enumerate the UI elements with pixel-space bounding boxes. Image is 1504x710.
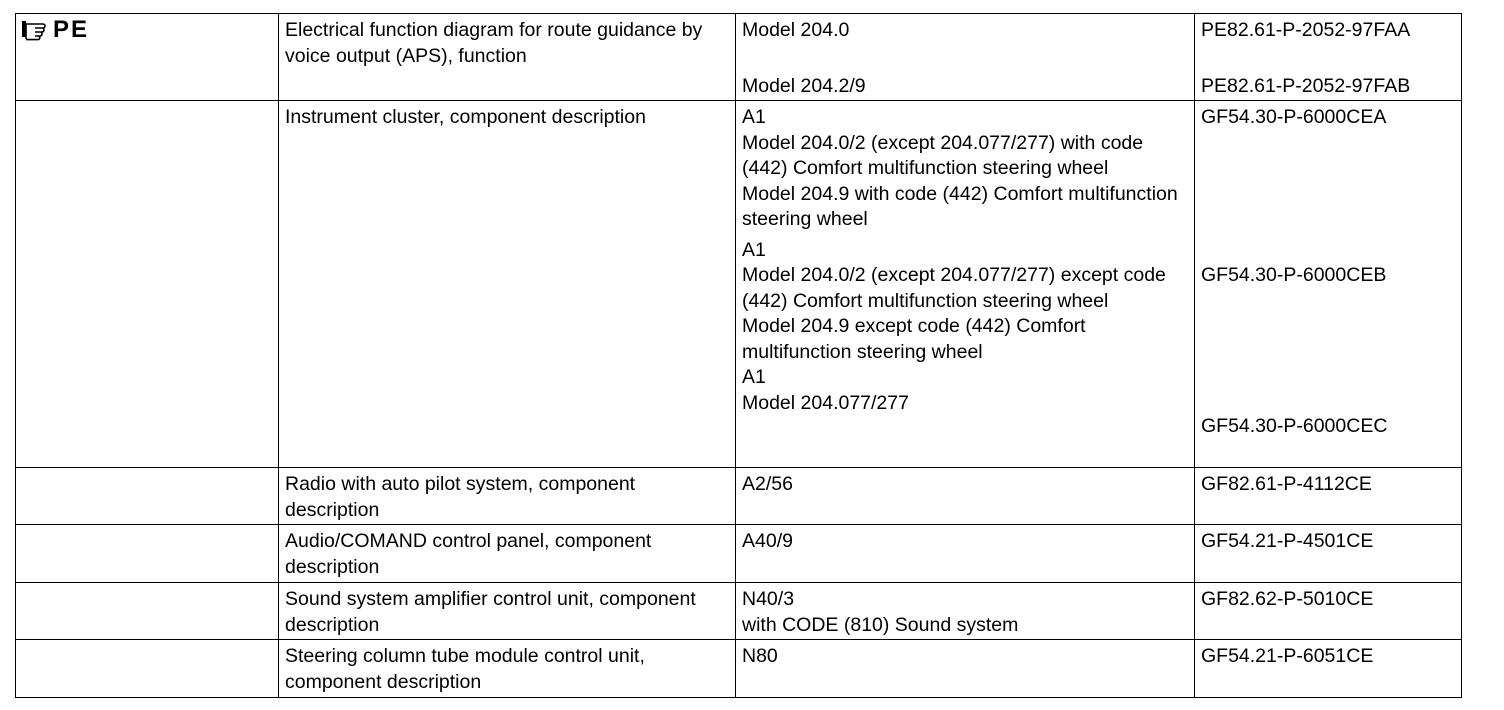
description-cell	[279, 640, 736, 698]
row-description: Radio with auto pilot system, component description	[285, 473, 636, 521]
condition-line: Model 204.0	[742, 19, 850, 41]
row-description: Sound system amplifier control unit, component description	[285, 588, 696, 636]
row-description: Instrument cluster, component description	[285, 106, 646, 128]
description-cell	[279, 525, 736, 583]
description-cell	[279, 14, 736, 101]
pe-tag	[21, 17, 89, 43]
condition-cell	[736, 640, 1195, 698]
description-cell	[279, 101, 736, 468]
tag-cell	[16, 640, 279, 698]
pe-label: PE	[53, 16, 90, 43]
table-row	[16, 640, 1462, 698]
document-number: GF54.30-P-6000CEA	[1201, 106, 1387, 128]
condition-line: Model 204.9 except code (442) Comfort multifunction steering wheel	[742, 315, 1086, 363]
description-cell	[279, 583, 736, 640]
document-cell	[1195, 583, 1462, 640]
document-number: PE82.61-P-2052-97FAB	[1201, 74, 1411, 97]
tag-cell	[16, 525, 279, 583]
table-row	[16, 583, 1462, 640]
table-row	[16, 101, 1462, 468]
document-number: GF54.30-P-6000CEB	[1201, 263, 1387, 286]
condition-cell	[736, 101, 1195, 468]
document-number: GF82.61-P-4112CE	[1201, 473, 1372, 495]
table-row	[16, 468, 1462, 525]
document-number: PE82.61-P-2052-97FAA	[1201, 19, 1411, 41]
condition-cell	[736, 14, 1195, 101]
condition-line: A2/56	[742, 473, 793, 495]
condition-line: Model 204.0/2 (except 204.077/277) with code (442) Comfort multifunction steering wheel	[742, 131, 1144, 179]
document-number: GF54.30-P-6000CEC	[1201, 415, 1388, 437]
tag-cell	[16, 14, 279, 101]
document-cell	[1195, 640, 1462, 698]
condition-cell	[736, 468, 1195, 525]
row-description: Audio/COMAND control panel, component description	[285, 530, 652, 578]
document-cell	[1195, 14, 1462, 101]
tag-cell	[16, 468, 279, 525]
condition-line: with CODE (810) Sound system	[742, 613, 1019, 636]
condition-line: A1	[742, 106, 766, 128]
document-cell	[1195, 468, 1462, 525]
condition-line: N40/3	[742, 588, 795, 610]
table-row	[16, 525, 1462, 583]
condition-line: A1	[742, 238, 766, 261]
condition-cell	[736, 525, 1195, 583]
reference-table	[15, 13, 1462, 698]
document-number: GF54.21-P-6051CE	[1201, 645, 1374, 667]
condition-line: Model 204.0/2 (except 204.077/277) except code (442) Comfort multifunction steering wheel	[742, 264, 1166, 312]
condition-line: A40/9	[742, 530, 793, 552]
condition-cell	[736, 583, 1195, 640]
row-description: Electrical function diagram for route guidance by voice output (APS), function	[285, 19, 703, 67]
document-cell	[1195, 101, 1462, 468]
condition-line: Model 204.9 with code (442) Comfort multifunction steering wheel	[742, 182, 1178, 230]
row-description: Steering column tube module control unit, component description	[285, 645, 645, 693]
document-number: GF82.62-P-5010CE	[1201, 588, 1374, 610]
condition-line: Model 204.077/277	[742, 391, 909, 414]
tag-cell	[16, 583, 279, 640]
document-cell	[1195, 525, 1462, 583]
pointing-hand-icon	[21, 19, 49, 41]
document-number: GF54.21-P-4501CE	[1201, 530, 1374, 552]
table-row	[16, 14, 1462, 101]
condition-line: N80	[742, 645, 778, 667]
tag-cell	[16, 101, 279, 468]
condition-line: A1	[742, 366, 766, 388]
condition-line: Model 204.2/9	[742, 74, 866, 97]
description-cell	[279, 468, 736, 525]
